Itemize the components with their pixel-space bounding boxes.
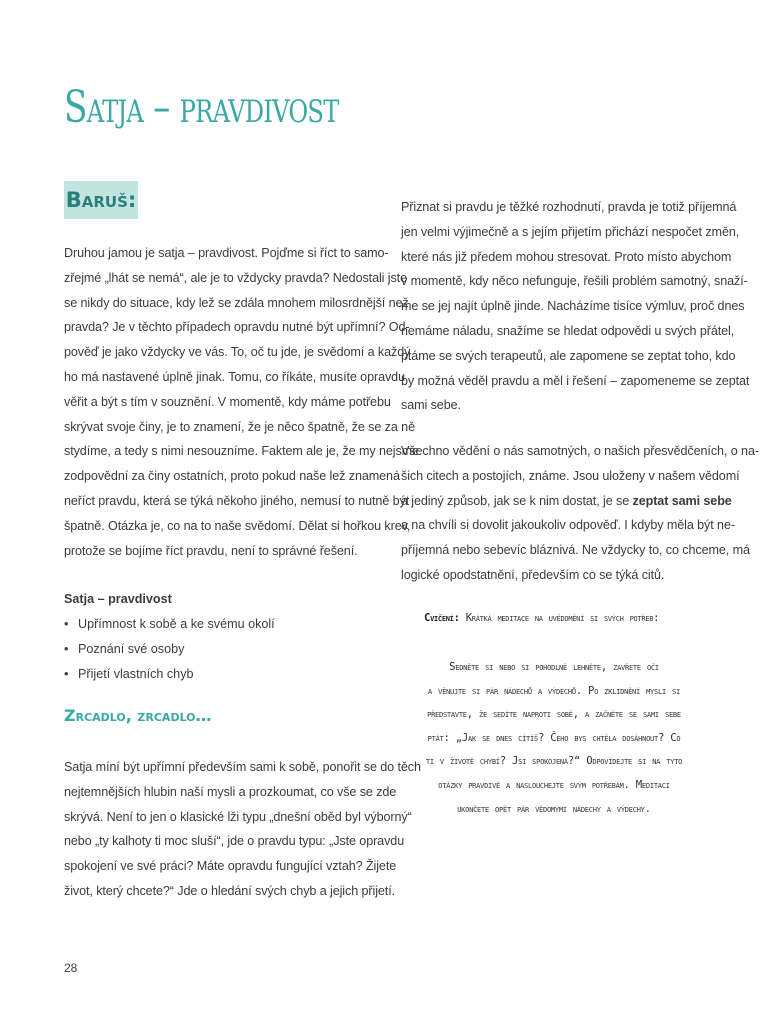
- text-line: nejtemnějších hlubin naší mysli a prozkoumat, co vše se zde: [64, 784, 397, 799]
- text-line: příjemná nebo sebevíc bláznivá. Ne vždycky to, co chceme, má: [401, 543, 750, 558]
- list-item: • Poznání své osoby: [64, 637, 275, 662]
- text-line: stydíme, a tedy s nimi nesouzníme. Faktem ale je, že my nejsme: [64, 444, 419, 459]
- text-line: které nás již předem mohou stresovat. Proto místo abychom: [401, 249, 732, 264]
- text-line: zodpovědní za činy ostatních, proto pokud naše lež znamená: [64, 469, 400, 484]
- text-line: život, který chcete?“ Jde o hledání svých chyb a jejich přijetí.: [64, 883, 395, 898]
- left-paragraph-2: [64, 755, 421, 904]
- page-number: 28: [64, 961, 78, 975]
- exercise-line: Sedněte si nebo si pohodlně lehněte, zavřete oči: [449, 661, 659, 673]
- text-line: skrývá. Není to jen o klasické lži typu „dnešní oběd byl výborný“: [64, 809, 412, 824]
- exercise-label: Cvičení:: [424, 612, 460, 624]
- text-line: spokojení ve své práci? Máte opravdu fungující vztah? Žijete: [64, 859, 397, 874]
- right-paragraph-2: [401, 439, 759, 588]
- text-line: sami sebe.: [401, 398, 461, 413]
- text-line: Satja míní být upřímní především sami k sobě, ponořit se do těch: [64, 760, 421, 774]
- right-paragraph-1: [401, 195, 750, 418]
- text-line: logické opodstatnění, především co se týká citů.: [401, 567, 665, 582]
- text-line: skrývat svoje činy, je to znamení, že je něco špatně, že se za ně: [64, 419, 415, 434]
- emphasis-text: zeptat sami sebe: [632, 493, 732, 508]
- list-item: • Upřímnost k sobě a ke svému okolí: [64, 612, 275, 637]
- list-item: • Přijetí vlastních chyb: [64, 662, 275, 687]
- exercise-line: ti v životě chybí? Jsi spokojená?“ Odpovídejte si na tyto: [425, 755, 683, 768]
- left-paragraph-1: [64, 241, 419, 563]
- text-line: se nikdy do situace, kdy lež se zdála mnohem milosrdnější než: [64, 295, 409, 310]
- exercise-line: otázky pravdivě a naslouchejte svým potřebám. Meditaci: [438, 778, 670, 791]
- text-line: Přiznat si pravdu je těžké rozhodnutí, pravda je totiž příjemná: [401, 200, 737, 214]
- text-line: špatně. Otázka je, co na to naše svědomí. Dělat si hořkou krev,: [64, 518, 411, 533]
- page-title: Satja – pravdivost: [64, 82, 339, 133]
- text-line: me se jej najít úplně jinde. Nacházíme tisíce výmluv, proč dnes: [401, 299, 745, 314]
- text-line: pověď je jako vždycky ve vás. To, oč tu jde, je svědomí a každý: [64, 345, 411, 360]
- exercise-title: Krátká meditace na uvědomění si svých potřeb:: [465, 612, 660, 624]
- exercise-line: představte, že sedíte naproti sobě, a začněte se sami sebe: [427, 708, 681, 721]
- section-subheading: Zrcadlo, zrcadlo…: [64, 706, 212, 725]
- text-line: šich citech a postojích, známe. Jsou uloženy v našem vědomí: [401, 468, 740, 483]
- text-line: by možná věděl pravdu a měl i řešení – zapomeneme se zeptat: [401, 373, 750, 388]
- text-line: nebo „ty kalhoty ti moc sluší“, jde o pravdu typu: „Jste opravdu: [64, 834, 405, 849]
- text-line: ptáme se svých terapeutů, ale zapomene se zeptat toho, kdo: [401, 348, 736, 363]
- text-line: zřejmé „lhát se nemá“, ale je to vždycky pravda? Nedostali jste: [64, 270, 407, 285]
- exercise-heading: [424, 612, 704, 624]
- principles-list: [64, 612, 275, 687]
- text-line: Všechno vědění o nás samotných, o našich přesvědčeních, o na-: [401, 444, 759, 458]
- text-line: protože se bojíme říct pravdu, není to správné řešení.: [64, 543, 358, 558]
- text-line: nemáme náladu, snažíme se hledat odpovědi u svých přátel,: [401, 323, 735, 338]
- text-line: neříct pravdu, která se týká někoho jiného, nemusí to nutně být: [64, 493, 410, 508]
- text-line: věřit a být s tím v souznění. V momentě, kdy máme potřebu: [64, 394, 391, 409]
- author-label: Baruš:: [64, 181, 138, 219]
- text-line: Druhou jamou je satja – pravdivost. Pojďme si říct to samo-: [64, 246, 389, 260]
- exercise-line: ptát: „Jak se dnes cítíš? Čeho bys chtěla dosáhnout? Co: [427, 731, 681, 744]
- text-line: a na chvíli si dovolit jakoukoliv odpověď. I kdyby měla být ne-: [401, 518, 735, 533]
- exercise-line: ukončete opět pár vědomými nádechy a výdechy.: [457, 802, 651, 815]
- text-line: jen velmi výjimečně a s jejím přijetím přichází nespočet změn,: [401, 224, 740, 239]
- text-line: ho má nastavené úplně jinak. Tomu, co říkáte, musíte opravdu: [64, 369, 405, 384]
- text-line: v momentě, kdy něco nefunguje, řešili problém samotný, snaží-: [401, 274, 748, 289]
- text-line: pravda? Je v těchto případech opravdu nutné být upřímní? Od-: [64, 320, 410, 335]
- list-title: Satja – pravdivost: [64, 592, 172, 606]
- exercise-text: [405, 656, 703, 821]
- exercise-line: a věnujte si pár nádechů a výdechů. Po zklidnění mysli si: [428, 684, 680, 697]
- text-line: [401, 489, 732, 514]
- text-run: a jediný způsob, jak se k nim dostat, je se: [401, 493, 633, 508]
